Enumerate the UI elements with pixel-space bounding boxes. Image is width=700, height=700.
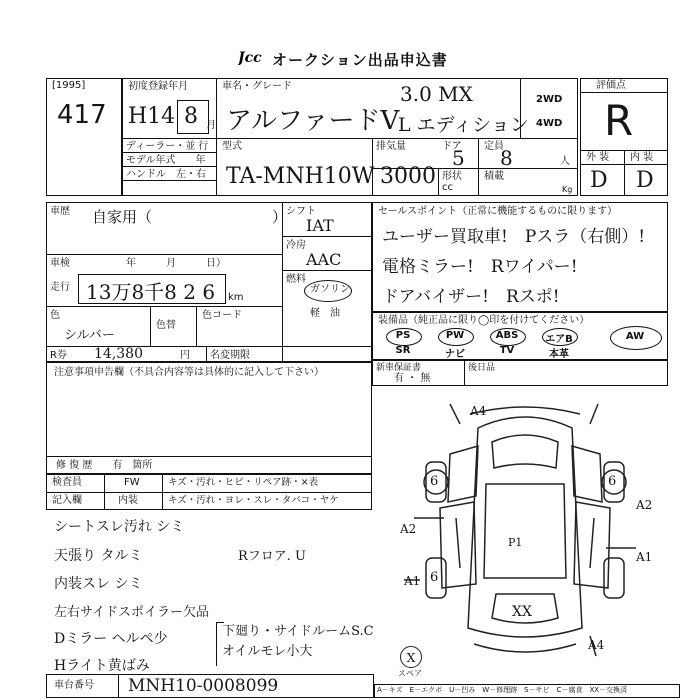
mileage-label: 走行	[50, 282, 70, 293]
equip-leather: 本革	[549, 349, 569, 360]
displacement-label: 排気量	[376, 141, 406, 152]
load-label: 積載	[484, 171, 504, 182]
equip-pw: PW	[445, 330, 465, 341]
middle-note-1: Rフロア. U	[238, 549, 307, 564]
interior-row-label: 内装	[118, 495, 138, 506]
handle-label: ハンドル 左・右	[126, 169, 206, 180]
mark-a1-right: A1	[636, 550, 653, 564]
fw-text: キズ・汚れ・ヒビ・リペア跡・×表	[168, 477, 319, 488]
mark-p1: P1	[508, 536, 523, 549]
year-code: [1995]	[52, 80, 86, 91]
middle-note-2: 下廻り・サイドルームS.C	[222, 624, 374, 639]
capacity-unit: 人	[560, 156, 570, 167]
inspector-label-2: 記入欄	[52, 495, 82, 506]
exterior-label: 外 装	[586, 152, 610, 163]
first-reg-year: H14	[128, 104, 176, 129]
interior-text: キズ・汚れ・ヨレ・スレ・タバコ・ヤケ	[168, 495, 339, 506]
mark-a2-left: A2	[400, 522, 417, 536]
warranty-label: 新車保証書	[376, 363, 422, 373]
mark-xx: XX	[512, 604, 532, 620]
displacement: 3000	[380, 164, 436, 189]
history-label: 車歴	[50, 206, 70, 217]
middle-note-3: オイルモレ小大	[222, 644, 313, 659]
cooling-value: AAC	[306, 250, 342, 269]
car-damage-diagram	[400, 398, 653, 673]
grade-score: R	[604, 96, 634, 145]
note-4: 左右サイドスポイラー欠品	[54, 605, 209, 620]
plate-number: MNH10-0008099	[128, 676, 279, 696]
displacement-unit: cc	[442, 182, 453, 193]
inspector-label-1: 検査員	[52, 477, 82, 488]
legend: A－キズ E－エクボ U－凹み W－修理跡 S－サビ C－腐食 XX－交換済	[377, 686, 628, 694]
spare-value: X	[406, 651, 416, 665]
sales-points-label: セールスポイント（正常に機能するものに限ります）	[378, 206, 618, 217]
tire-front-left: 6	[430, 474, 439, 489]
car-name: アルファードV	[226, 106, 400, 136]
inspection-label: 車検	[50, 258, 70, 269]
page-title: オークション出品申込書	[272, 51, 448, 69]
mark-a2-right: A2	[636, 498, 653, 512]
model-code-label: 型式	[222, 141, 242, 152]
plate-label: 車台番号	[54, 680, 94, 691]
tire-rear-left: 6	[430, 570, 439, 585]
exterior-grade: D	[590, 168, 608, 193]
recycle-value: 14,380	[94, 346, 143, 362]
load-unit: Kg	[562, 185, 573, 194]
recycle-unit: 円	[180, 350, 190, 361]
rear-items-label: 後日品	[468, 363, 496, 373]
dealer-label: ディーラー・並 行	[126, 141, 209, 152]
color-change-label: 色替	[156, 320, 176, 331]
equip-aw: AW	[625, 331, 645, 342]
equipment-label: 装備品（純正品に限り◯印を付けてください）	[378, 315, 590, 326]
fw-label: FW	[124, 477, 140, 488]
warranty-value: 有 ・ 無	[394, 373, 431, 384]
note-2: 天張り タルミ	[54, 548, 143, 564]
lot-number: 417	[57, 100, 107, 130]
fuel-diesel: 軽 油	[310, 308, 340, 319]
equip-sr: SR	[395, 345, 411, 356]
lot-box	[46, 78, 122, 196]
shape-label: 形状	[442, 171, 462, 182]
color-code-label: 色コード	[202, 310, 242, 321]
drive-2wd: 2WD	[536, 94, 563, 105]
sales-point-1: ユーザー買取車! Pスラ（右側）!	[382, 227, 646, 247]
sales-point-2: 電格ミラー! Rワイパー!	[382, 257, 578, 277]
interior-grade: D	[636, 168, 654, 193]
inspection-unit: 年 月 日）	[126, 258, 226, 269]
grade-line2: L エディション	[398, 114, 529, 136]
spare-circle	[400, 646, 422, 668]
mark-a4-rear: A4	[588, 638, 605, 652]
equip-airbag: エアB	[545, 334, 573, 345]
first-reg-month: 8	[184, 104, 198, 129]
capacity: 8	[500, 146, 513, 170]
svg-text:Jcc: Jcc	[238, 50, 262, 66]
repair-history-label: 修 復 歴 有 箇所	[56, 460, 153, 471]
history-value: 自家用（ ）	[92, 208, 288, 226]
cooling-label: 冷房	[286, 240, 306, 251]
equip-tv: TV	[499, 345, 515, 356]
model-year-label: モデル年式 年	[126, 155, 206, 166]
grade-line1: 3.0 MX	[400, 82, 473, 106]
drive-4wd: 4WD	[536, 118, 563, 129]
color-label: 色	[50, 310, 60, 321]
note-3: 内装スレ シミ	[54, 576, 143, 592]
mileage-value: 13万8千8 2 6	[86, 280, 216, 304]
capacity-label: 定員	[484, 141, 504, 152]
note-1: シートスレ汚れ シミ	[54, 519, 185, 535]
tire-front-right: 6	[608, 474, 617, 489]
sales-point-3: ドアバイザー! Rスポ!	[382, 287, 560, 307]
equip-ps: PS	[395, 330, 411, 341]
notes-label: 注意事項申告欄（不具合内容等は具体的に記入して下さい）	[54, 367, 324, 378]
doors: 5	[452, 146, 465, 170]
equip-abs: ABS	[495, 330, 519, 341]
interior-label: 内 装	[630, 152, 654, 163]
first-reg-label: 初度登録年月	[128, 81, 188, 92]
note-5: Dミラー ヘルペ少	[54, 631, 168, 647]
grade-label: 評価点	[596, 80, 626, 91]
doors-label: ドア	[442, 141, 462, 152]
shift-label: シフト	[286, 206, 316, 217]
shift-value: IAT	[306, 216, 334, 235]
mark-a4-top: A4	[470, 404, 487, 418]
car-name-label: 車名・グレード	[222, 81, 292, 92]
spare-label: スペア	[398, 669, 422, 678]
note-6: Hライト黄ばみ	[54, 658, 150, 674]
mileage-unit: km	[228, 292, 244, 303]
equip-navi: ナビ	[445, 349, 465, 360]
model-code: TA-MNH10W	[226, 164, 375, 189]
color-value: シルバー	[64, 328, 115, 343]
month-unit: 月	[206, 120, 216, 131]
recycle-label: R券	[50, 350, 67, 361]
mark-a1-left: A1	[404, 574, 421, 588]
fuel-gasoline: ガソリン	[310, 284, 350, 295]
auction-logo	[238, 48, 272, 66]
deadline-label: 名変期限	[210, 350, 250, 361]
fuel-label: 燃料	[286, 274, 306, 285]
